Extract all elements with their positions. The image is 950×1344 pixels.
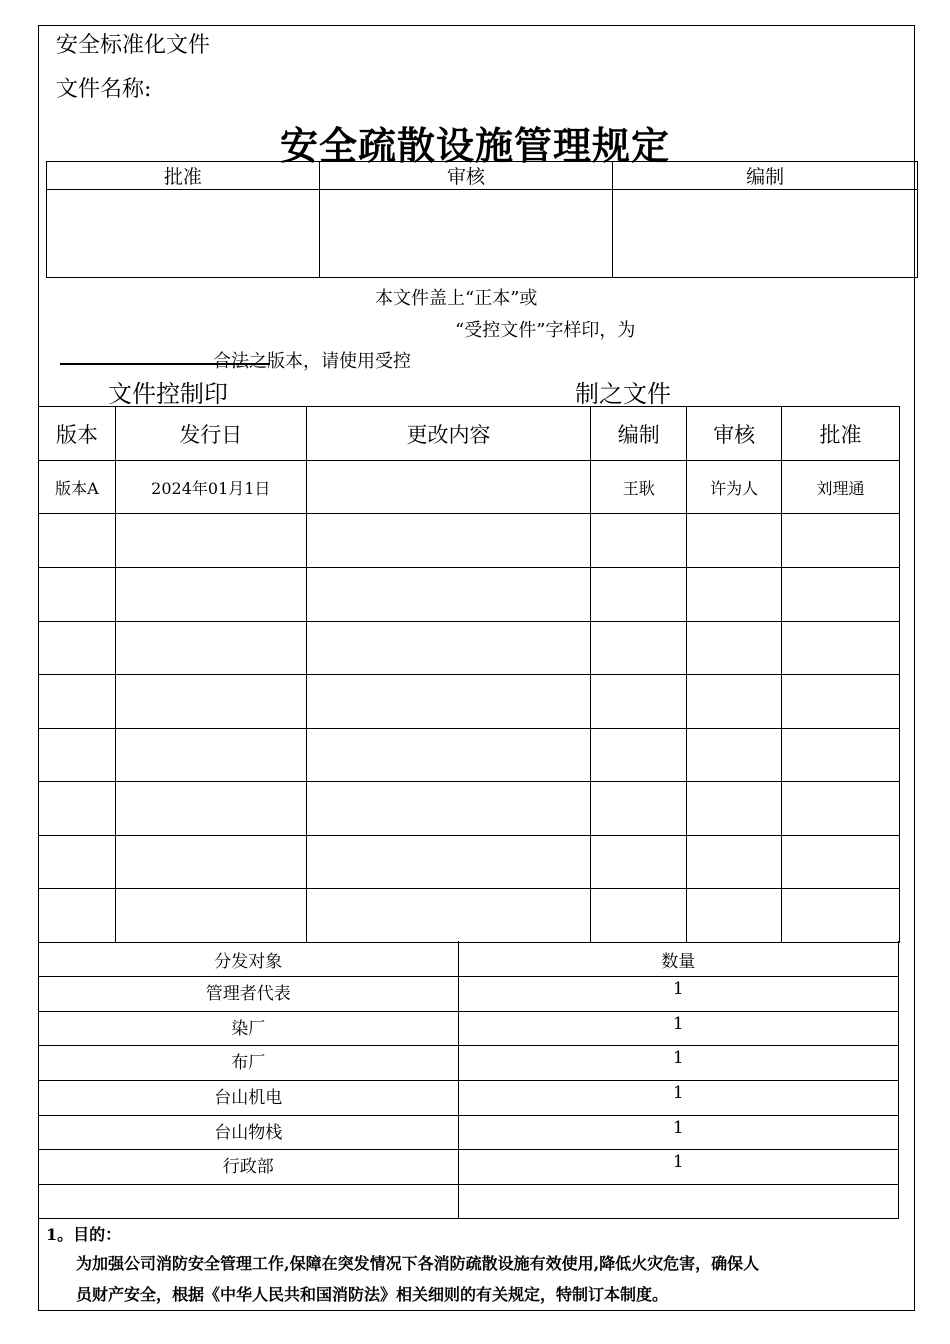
approval-cell-review — [319, 190, 613, 278]
revision-cell — [687, 836, 782, 889]
distribution-cell — [458, 1184, 899, 1218]
control-stamp-label: 文件控制印 — [108, 380, 228, 408]
revision-cell — [591, 782, 687, 836]
revision-header-approved: 批准 — [782, 407, 900, 461]
distribution-cell: 行政部 — [39, 1149, 459, 1184]
notice-line-1: 本文件盖上“正本”或 — [375, 288, 538, 309]
revision-cell — [782, 514, 900, 568]
approval-header-prepare: 编制 — [613, 162, 918, 190]
document-category: 安全标准化文件 — [56, 33, 211, 58]
distribution-cell — [39, 1184, 459, 1218]
table-row — [39, 1045, 899, 1080]
distribution-table — [38, 941, 899, 1219]
revision-header-reviewed: 审核 — [687, 407, 782, 461]
revision-cell — [782, 782, 900, 836]
revision-cell — [306, 568, 591, 622]
table-row — [39, 1011, 899, 1045]
table-row — [39, 514, 900, 568]
table-row — [39, 461, 900, 514]
revision-header-issue-date: 发行日 — [115, 407, 306, 461]
revision-cell — [306, 675, 591, 729]
distribution-cell: 台山物栈 — [39, 1115, 459, 1149]
approval-header-review: 审核 — [319, 162, 613, 190]
revision-cell — [782, 622, 900, 675]
distribution-header-quantity: 数量 — [458, 941, 899, 976]
revision-cell — [591, 568, 687, 622]
table-row — [39, 622, 900, 675]
revision-cell — [591, 622, 687, 675]
revision-cell — [115, 889, 306, 943]
revision-cell — [115, 836, 306, 889]
purpose-line-2: 员财产安全，根据《中华人民共和国消防法》相关细则的有关规定，特制订本制度。 — [76, 1285, 669, 1304]
revision-table — [38, 406, 900, 943]
revision-header-changes: 更改内容 — [306, 407, 591, 461]
distribution-cell: 染厂 — [39, 1011, 459, 1045]
revision-cell — [39, 889, 116, 943]
revision-cell: 2024年01月1日 — [115, 461, 306, 514]
revision-cell — [306, 514, 591, 568]
revision-cell — [115, 675, 306, 729]
revision-cell — [39, 622, 116, 675]
revision-cell — [687, 622, 782, 675]
table-row — [39, 976, 899, 1011]
controlled-document-label: 制之文件 — [575, 380, 671, 408]
revision-cell — [687, 514, 782, 568]
table-row — [39, 1080, 899, 1115]
revision-cell — [115, 729, 306, 782]
revision-cell — [782, 675, 900, 729]
table-row — [39, 889, 900, 943]
revision-cell — [39, 514, 116, 568]
approval-cell-prepare — [613, 190, 918, 278]
revision-cell — [306, 622, 591, 675]
table-row — [39, 675, 900, 729]
revision-header-prepared: 编制 — [591, 407, 687, 461]
revision-cell — [591, 836, 687, 889]
file-name-label: 文件名称: — [56, 77, 152, 102]
revision-cell — [306, 782, 591, 836]
revision-cell — [39, 836, 116, 889]
revision-cell: 王耿 — [591, 461, 687, 514]
distribution-cell: 1 — [458, 1149, 899, 1184]
revision-cell — [782, 889, 900, 943]
distribution-header-recipient: 分发对象 — [39, 941, 459, 976]
table-row — [39, 729, 900, 782]
distribution-cell: 管理者代表 — [39, 976, 459, 1011]
revision-cell — [306, 729, 591, 782]
notice-line-2: “受控文件”字样印，为 — [455, 320, 636, 341]
revision-cell — [591, 889, 687, 943]
revision-cell — [39, 568, 116, 622]
document-title: 安全疏散设施管理规定 — [279, 123, 670, 168]
revision-cell: 版本A — [39, 461, 116, 514]
purpose-heading: 1。目的： — [46, 1225, 122, 1244]
table-row — [39, 568, 900, 622]
distribution-cell: 1 — [458, 1045, 899, 1080]
revision-cell — [591, 514, 687, 568]
revision-cell — [782, 729, 900, 782]
revision-cell — [687, 675, 782, 729]
revision-cell — [782, 836, 900, 889]
revision-cell — [39, 729, 116, 782]
revision-cell — [306, 889, 591, 943]
revision-cell — [687, 729, 782, 782]
stamp-underline — [60, 363, 270, 365]
table-row — [39, 1149, 899, 1184]
purpose-line-1: 为加强公司消防安全管理工作,保障在突发情况下各消防疏散设施有效使用,降低火灾危害，确保人 — [76, 1254, 760, 1273]
distribution-cell: 1 — [458, 1080, 899, 1115]
revision-cell — [687, 889, 782, 943]
revision-cell — [115, 514, 306, 568]
revision-cell — [591, 729, 687, 782]
revision-header-version: 版本 — [39, 407, 116, 461]
revision-cell — [591, 675, 687, 729]
table-row — [39, 1115, 899, 1149]
revision-cell — [115, 782, 306, 836]
revision-cell — [115, 568, 306, 622]
table-row — [39, 1184, 899, 1218]
notice-line-3: 合法之版本，请使用受控 — [213, 351, 411, 372]
revision-cell: 刘理通 — [782, 461, 900, 514]
revision-cell — [306, 836, 591, 889]
revision-cell: 许为人 — [687, 461, 782, 514]
distribution-cell: 1 — [458, 1011, 899, 1045]
table-row — [39, 836, 900, 889]
revision-cell — [687, 782, 782, 836]
revision-cell — [306, 461, 591, 514]
approval-table — [46, 161, 918, 278]
distribution-cell: 台山机电 — [39, 1080, 459, 1115]
distribution-cell: 1 — [458, 976, 899, 1011]
approval-header-approve: 批准 — [47, 162, 320, 190]
revision-cell — [115, 622, 306, 675]
distribution-cell: 布厂 — [39, 1045, 459, 1080]
approval-cell-approve — [47, 190, 320, 278]
revision-cell — [39, 675, 116, 729]
distribution-cell: 1 — [458, 1115, 899, 1149]
revision-cell — [782, 568, 900, 622]
revision-cell — [39, 782, 116, 836]
table-row — [39, 782, 900, 836]
revision-cell — [687, 568, 782, 622]
